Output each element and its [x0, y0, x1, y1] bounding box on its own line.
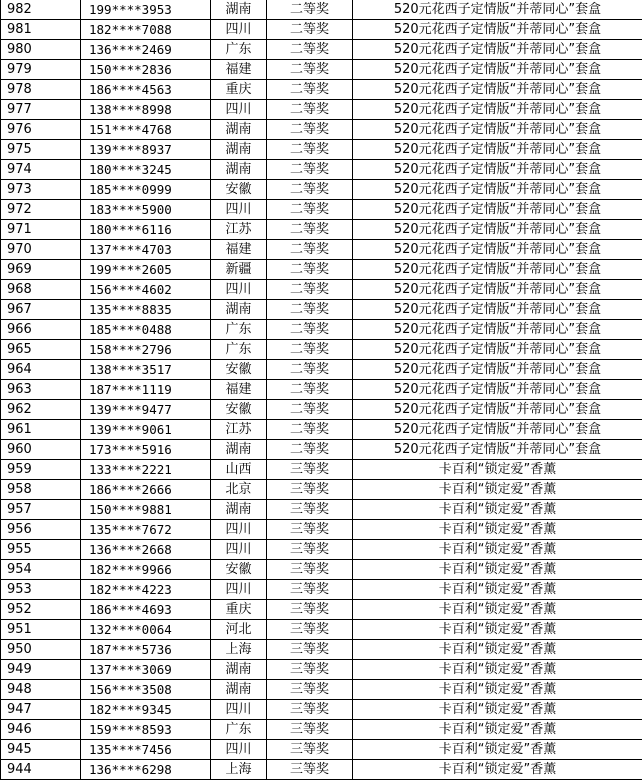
phone-cell: 156****4602 [81, 280, 211, 300]
phone-cell: 186****4563 [81, 80, 211, 100]
province-cell: 河北 [211, 620, 267, 640]
prize-level-cell: 二等奖 [267, 340, 353, 360]
table-row [1, 60, 642, 80]
province-cell: 四川 [211, 700, 267, 720]
table-row [1, 220, 642, 240]
prize-name-cell: 520元花西子定情版“并蒂同心”套盒 [353, 80, 642, 100]
prize-name-cell: 520元花西子定情版“并蒂同心”套盒 [353, 300, 642, 320]
phone-cell: 186****2666 [81, 480, 211, 500]
prize-level-cell: 二等奖 [267, 200, 353, 220]
phone-cell: 137****3069 [81, 660, 211, 680]
province-cell: 江苏 [211, 220, 267, 240]
prize-level-cell: 三等奖 [267, 520, 353, 540]
prize-name-cell: 520元花西子定情版“并蒂同心”套盒 [353, 280, 642, 300]
phone-cell: 138****8998 [81, 100, 211, 120]
rank-cell: 972 [1, 200, 81, 220]
province-cell: 湖南 [211, 140, 267, 160]
prize-level-cell: 二等奖 [267, 60, 353, 80]
rank-cell: 980 [1, 40, 81, 60]
prize-level-cell: 三等奖 [267, 460, 353, 480]
prize-level-cell: 二等奖 [267, 400, 353, 420]
province-cell: 湖南 [211, 680, 267, 700]
province-cell: 上海 [211, 760, 267, 780]
prize-level-cell: 二等奖 [267, 300, 353, 320]
rank-cell: 958 [1, 480, 81, 500]
prize-name-cell: 520元花西子定情版“并蒂同心”套盒 [353, 420, 642, 440]
prize-level-cell: 二等奖 [267, 100, 353, 120]
table-row [1, 440, 642, 460]
prize-name-cell: 520元花西子定情版“并蒂同心”套盒 [353, 340, 642, 360]
phone-cell: 137****4703 [81, 240, 211, 260]
phone-cell: 136****2668 [81, 540, 211, 560]
prize-name-cell: 520元花西子定情版“并蒂同心”套盒 [353, 160, 642, 180]
rank-cell: 974 [1, 160, 81, 180]
prize-name-cell: 520元花西子定情版“并蒂同心”套盒 [353, 380, 642, 400]
province-cell: 广东 [211, 40, 267, 60]
province-cell: 湖南 [211, 500, 267, 520]
prize-name-cell: 卡百利“锁定爱”香薰 [353, 500, 642, 520]
rank-cell: 966 [1, 320, 81, 340]
prize-level-cell: 二等奖 [267, 240, 353, 260]
table-row [1, 280, 642, 300]
province-cell: 广东 [211, 340, 267, 360]
prize-name-cell: 卡百利“锁定爱”香薰 [353, 720, 642, 740]
prize-level-cell: 二等奖 [267, 160, 353, 180]
phone-cell: 182****4223 [81, 580, 211, 600]
table-row [1, 460, 642, 480]
rank-cell: 969 [1, 260, 81, 280]
rank-cell: 967 [1, 300, 81, 320]
phone-cell: 151****4768 [81, 120, 211, 140]
phone-cell: 139****9061 [81, 420, 211, 440]
prize-name-cell: 520元花西子定情版“并蒂同心”套盒 [353, 440, 642, 460]
province-cell: 四川 [211, 580, 267, 600]
prize-level-cell: 三等奖 [267, 620, 353, 640]
prize-level-cell: 三等奖 [267, 600, 353, 620]
rank-cell: 954 [1, 560, 81, 580]
province-cell: 福建 [211, 380, 267, 400]
rank-cell: 960 [1, 440, 81, 460]
prize-name-cell: 520元花西子定情版“并蒂同心”套盒 [353, 180, 642, 200]
rank-cell: 957 [1, 500, 81, 520]
table-row [1, 760, 642, 780]
prize-level-cell: 三等奖 [267, 580, 353, 600]
table-row [1, 380, 642, 400]
phone-cell: 135****8835 [81, 300, 211, 320]
rank-cell: 961 [1, 420, 81, 440]
prize-name-cell: 520元花西子定情版“并蒂同心”套盒 [353, 240, 642, 260]
province-cell: 北京 [211, 480, 267, 500]
rank-cell: 965 [1, 340, 81, 360]
table-row [1, 580, 642, 600]
province-cell: 湖南 [211, 440, 267, 460]
prize-name-cell: 卡百利“锁定爱”香薰 [353, 700, 642, 720]
province-cell: 湖南 [211, 120, 267, 140]
phone-cell: 135****7672 [81, 520, 211, 540]
rank-cell: 977 [1, 100, 81, 120]
rank-cell: 953 [1, 580, 81, 600]
table-row [1, 540, 642, 560]
phone-cell: 182****9345 [81, 700, 211, 720]
rank-cell: 962 [1, 400, 81, 420]
prize-name-cell: 520元花西子定情版“并蒂同心”套盒 [353, 40, 642, 60]
rank-cell: 979 [1, 60, 81, 80]
province-cell: 四川 [211, 740, 267, 760]
table-row [1, 400, 642, 420]
province-cell: 广东 [211, 720, 267, 740]
table-row [1, 100, 642, 120]
province-cell: 四川 [211, 100, 267, 120]
rank-cell: 952 [1, 600, 81, 620]
prize-level-cell: 三等奖 [267, 480, 353, 500]
prize-name-cell: 卡百利“锁定爱”香薰 [353, 680, 642, 700]
prize-level-cell: 二等奖 [267, 80, 353, 100]
table-row [1, 140, 642, 160]
rank-cell: 945 [1, 740, 81, 760]
phone-cell: 182****9966 [81, 560, 211, 580]
table-row [1, 680, 642, 700]
rank-cell: 964 [1, 360, 81, 380]
table-row [1, 20, 642, 40]
rank-cell: 955 [1, 540, 81, 560]
prize-name-cell: 卡百利“锁定爱”香薰 [353, 520, 642, 540]
province-cell: 安徽 [211, 560, 267, 580]
prize-level-cell: 二等奖 [267, 220, 353, 240]
province-cell: 安徽 [211, 360, 267, 380]
phone-cell: 139****8937 [81, 140, 211, 160]
phone-cell: 183****5900 [81, 200, 211, 220]
phone-cell: 136****2469 [81, 40, 211, 60]
prize-name-cell: 520元花西子定情版“并蒂同心”套盒 [353, 100, 642, 120]
phone-cell: 182****7088 [81, 20, 211, 40]
rank-cell: 978 [1, 80, 81, 100]
prize-name-cell: 卡百利“锁定爱”香薰 [353, 580, 642, 600]
prize-name-cell: 卡百利“锁定爱”香薰 [353, 540, 642, 560]
province-cell: 四川 [211, 540, 267, 560]
phone-cell: 156****3508 [81, 680, 211, 700]
rank-cell: 976 [1, 120, 81, 140]
phone-cell: 199****2605 [81, 260, 211, 280]
winners-table-body [1, 0, 642, 780]
phone-cell: 136****6298 [81, 760, 211, 780]
province-cell: 福建 [211, 60, 267, 80]
prize-name-cell: 卡百利“锁定爱”香薰 [353, 480, 642, 500]
rank-cell: 968 [1, 280, 81, 300]
province-cell: 四川 [211, 20, 267, 40]
prize-level-cell: 二等奖 [267, 380, 353, 400]
table-row [1, 320, 642, 340]
table-row [1, 360, 642, 380]
prize-level-cell: 二等奖 [267, 420, 353, 440]
prize-level-cell: 三等奖 [267, 680, 353, 700]
province-cell: 湖南 [211, 300, 267, 320]
prize-name-cell: 520元花西子定情版“并蒂同心”套盒 [353, 200, 642, 220]
table-row [1, 700, 642, 720]
rank-cell: 946 [1, 720, 81, 740]
prize-level-cell: 三等奖 [267, 700, 353, 720]
prize-level-cell: 三等奖 [267, 640, 353, 660]
phone-cell: 180****6116 [81, 220, 211, 240]
prize-name-cell: 520元花西子定情版“并蒂同心”套盒 [353, 60, 642, 80]
prize-level-cell: 三等奖 [267, 660, 353, 680]
phone-cell: 180****3245 [81, 160, 211, 180]
table-row [1, 80, 642, 100]
prize-name-cell: 520元花西子定情版“并蒂同心”套盒 [353, 120, 642, 140]
prize-level-cell: 二等奖 [267, 0, 353, 20]
table-row [1, 260, 642, 280]
prize-level-cell: 二等奖 [267, 320, 353, 340]
prize-level-cell: 三等奖 [267, 540, 353, 560]
prize-level-cell: 二等奖 [267, 440, 353, 460]
table-row [1, 300, 642, 320]
prize-name-cell: 520元花西子定情版“并蒂同心”套盒 [353, 260, 642, 280]
phone-cell: 199****3953 [81, 0, 211, 20]
table-row [1, 160, 642, 180]
table-row [1, 500, 642, 520]
prize-name-cell: 卡百利“锁定爱”香薰 [353, 760, 642, 780]
prize-level-cell: 二等奖 [267, 40, 353, 60]
rank-cell: 951 [1, 620, 81, 640]
prize-level-cell: 二等奖 [267, 280, 353, 300]
phone-cell: 135****7456 [81, 740, 211, 760]
rank-cell: 963 [1, 380, 81, 400]
prize-name-cell: 520元花西子定情版“并蒂同心”套盒 [353, 20, 642, 40]
rank-cell: 950 [1, 640, 81, 660]
prize-level-cell: 三等奖 [267, 560, 353, 580]
phone-cell: 158****2796 [81, 340, 211, 360]
table-row [1, 740, 642, 760]
province-cell: 山西 [211, 460, 267, 480]
prize-level-cell: 三等奖 [267, 740, 353, 760]
phone-cell: 159****8593 [81, 720, 211, 740]
phone-cell: 187****5736 [81, 640, 211, 660]
rank-cell: 947 [1, 700, 81, 720]
prize-level-cell: 二等奖 [267, 20, 353, 40]
table-row [1, 420, 642, 440]
phone-cell: 187****1119 [81, 380, 211, 400]
phone-cell: 133****2221 [81, 460, 211, 480]
phone-cell: 185****0488 [81, 320, 211, 340]
table-row [1, 560, 642, 580]
prize-level-cell: 二等奖 [267, 360, 353, 380]
prize-name-cell: 卡百利“锁定爱”香薰 [353, 600, 642, 620]
table-row [1, 0, 642, 20]
phone-cell: 150****9881 [81, 500, 211, 520]
prize-name-cell: 卡百利“锁定爱”香薰 [353, 640, 642, 660]
table-row [1, 480, 642, 500]
province-cell: 安徽 [211, 400, 267, 420]
province-cell: 重庆 [211, 600, 267, 620]
table-row [1, 720, 642, 740]
province-cell: 湖南 [211, 0, 267, 20]
prize-name-cell: 卡百利“锁定爱”香薰 [353, 460, 642, 480]
prize-name-cell: 卡百利“锁定爱”香薰 [353, 560, 642, 580]
prize-name-cell: 520元花西子定情版“并蒂同心”套盒 [353, 140, 642, 160]
prize-level-cell: 三等奖 [267, 720, 353, 740]
phone-cell: 185****0999 [81, 180, 211, 200]
table-row [1, 600, 642, 620]
table-row [1, 620, 642, 640]
table-row [1, 240, 642, 260]
prize-name-cell: 520元花西子定情版“并蒂同心”套盒 [353, 360, 642, 380]
rank-cell: 948 [1, 680, 81, 700]
prize-name-cell: 520元花西子定情版“并蒂同心”套盒 [353, 0, 642, 20]
province-cell: 四川 [211, 280, 267, 300]
rank-cell: 944 [1, 760, 81, 780]
phone-cell: 138****3517 [81, 360, 211, 380]
table-row [1, 180, 642, 200]
province-cell: 广东 [211, 320, 267, 340]
table-row [1, 120, 642, 140]
rank-cell: 959 [1, 460, 81, 480]
rank-cell: 971 [1, 220, 81, 240]
prize-level-cell: 二等奖 [267, 260, 353, 280]
province-cell: 四川 [211, 520, 267, 540]
table-row [1, 200, 642, 220]
prize-name-cell: 520元花西子定情版“并蒂同心”套盒 [353, 320, 642, 340]
province-cell: 安徽 [211, 180, 267, 200]
prize-level-cell: 三等奖 [267, 500, 353, 520]
province-cell: 新疆 [211, 260, 267, 280]
prize-level-cell: 二等奖 [267, 180, 353, 200]
prize-name-cell: 卡百利“锁定爱”香薰 [353, 620, 642, 640]
rank-cell: 956 [1, 520, 81, 540]
prize-name-cell: 520元花西子定情版“并蒂同心”套盒 [353, 400, 642, 420]
province-cell: 福建 [211, 240, 267, 260]
province-cell: 湖南 [211, 160, 267, 180]
rank-cell: 981 [1, 20, 81, 40]
province-cell: 重庆 [211, 80, 267, 100]
rank-cell: 975 [1, 140, 81, 160]
prize-level-cell: 二等奖 [267, 140, 353, 160]
table-row [1, 340, 642, 360]
rank-cell: 949 [1, 660, 81, 680]
phone-cell: 132****0064 [81, 620, 211, 640]
province-cell: 上海 [211, 640, 267, 660]
prize-name-cell: 卡百利“锁定爱”香薰 [353, 660, 642, 680]
table-row [1, 640, 642, 660]
phone-cell: 150****2836 [81, 60, 211, 80]
table-row [1, 660, 642, 680]
prize-name-cell: 520元花西子定情版“并蒂同心”套盒 [353, 220, 642, 240]
rank-cell: 973 [1, 180, 81, 200]
province-cell: 湖南 [211, 660, 267, 680]
table-row [1, 520, 642, 540]
rank-cell: 970 [1, 240, 81, 260]
phone-cell: 173****5916 [81, 440, 211, 460]
phone-cell: 139****9477 [81, 400, 211, 420]
province-cell: 四川 [211, 200, 267, 220]
rank-cell: 982 [1, 0, 81, 20]
prize-level-cell: 二等奖 [267, 120, 353, 140]
phone-cell: 186****4693 [81, 600, 211, 620]
prize-name-cell: 卡百利“锁定爱”香薰 [353, 740, 642, 760]
prize-level-cell: 三等奖 [267, 760, 353, 780]
province-cell: 江苏 [211, 420, 267, 440]
table-row [1, 40, 642, 60]
